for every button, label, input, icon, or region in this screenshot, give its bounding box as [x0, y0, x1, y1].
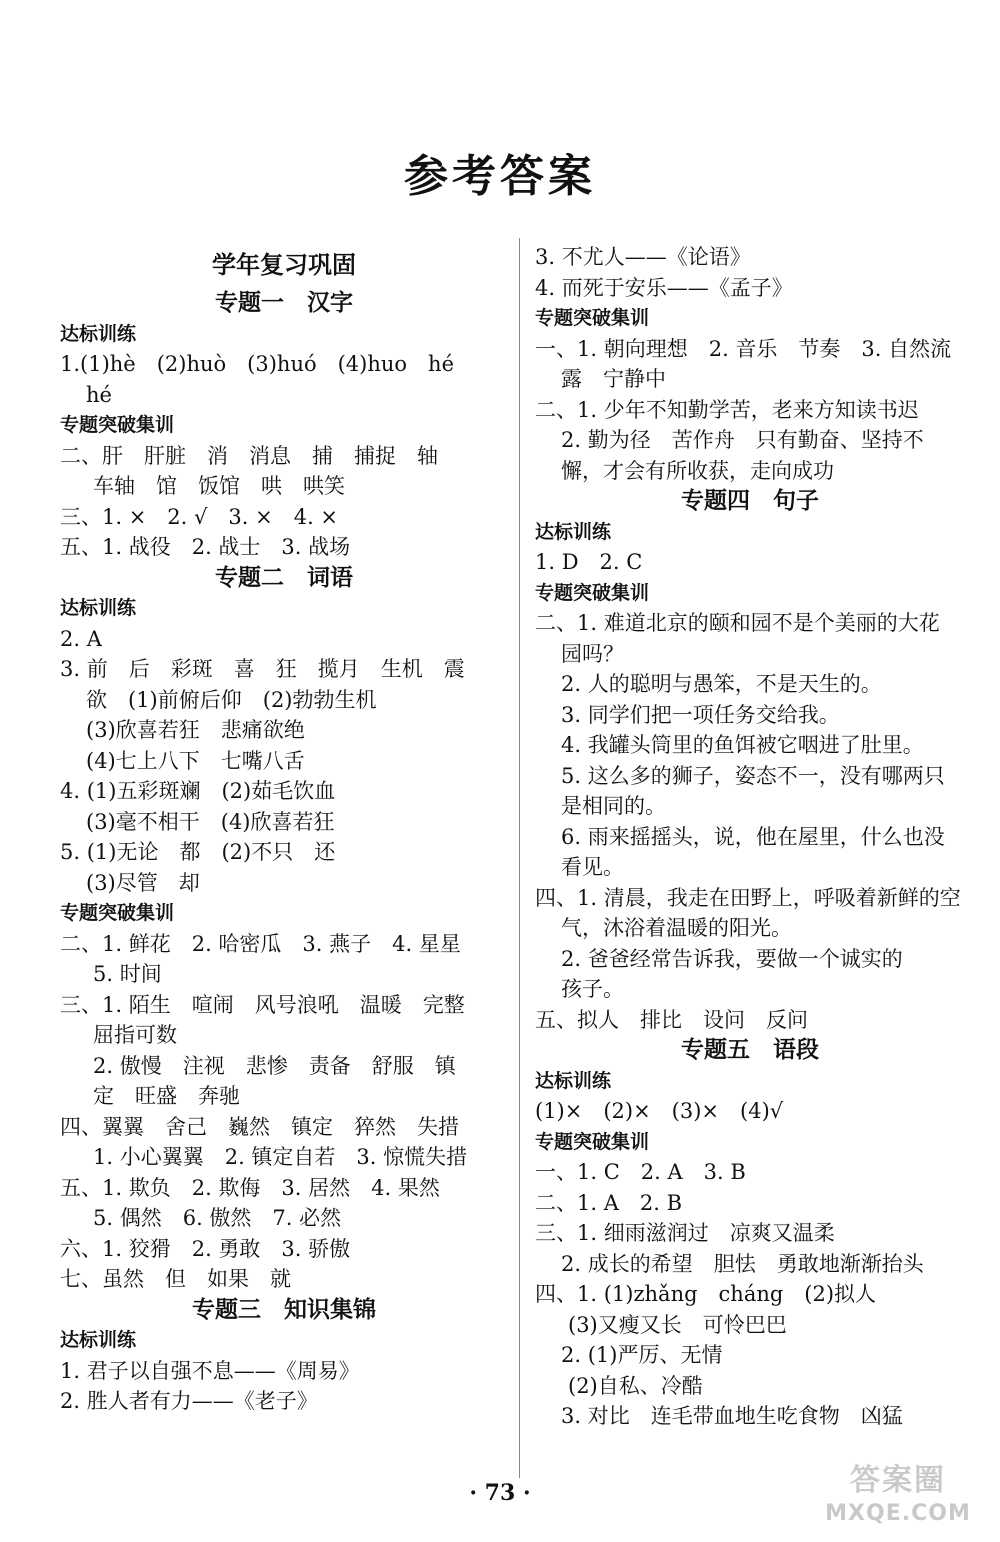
answer-line: 2. 勤为径 苦作舟 只有勤奋、坚持不 — [561, 428, 924, 452]
answer-line: (3)毫不相干 (4)欣喜若狂 — [86, 809, 335, 834]
subsection-heading: 达标训练 — [60, 597, 137, 619]
answer-line: 是相同的。 — [561, 794, 666, 818]
answer-line: 二、1. 难道北京的颐和园不是个美丽的大花 — [535, 611, 940, 635]
topic-title: 专题四 句子 — [681, 488, 819, 514]
answer-line: 看见。 — [561, 855, 624, 879]
subsection-heading: 专题突破集训 — [60, 902, 175, 924]
answer-line: (3)尽管 却 — [86, 870, 200, 895]
answer-line: 五、1. 欺负 2. 欺侮 3. 居然 4. 果然 — [60, 1175, 440, 1200]
topic-title: 专题五 语段 — [681, 1037, 819, 1063]
answer-line: 4. (1)五彩斑斓 (2)茹毛饮血 — [60, 779, 336, 803]
answer-line: 四、翼翼 舍己 巍然 镇定 猝然 失措 — [60, 1114, 459, 1139]
answer-line: 5. (1)无论 都 (2)不只 还 — [60, 840, 336, 864]
answer-line: 5. 时间 — [93, 962, 162, 986]
answer-line: 二、肝 肝脏 消 消息 捕 捕捉 轴 — [60, 443, 438, 468]
answer-line: 五、拟人 排比 设问 反问 — [535, 1007, 808, 1032]
answer-line: 气，沐浴着温暖的阳光。 — [561, 916, 792, 940]
subsection-heading: 达标训练 — [535, 520, 612, 543]
answer-line: 园吗？ — [561, 641, 624, 666]
answer-line: 三、1. × 2. √ 3. × 4. × — [60, 504, 339, 529]
answer-line: 2. A — [60, 626, 102, 651]
answer-line: 1. D 2. C — [535, 550, 643, 574]
answer-line: 4. 我罐头筒里的鱼饵被它咽进了肚里。 — [561, 733, 924, 757]
answer-line: 3. 前 后 彩斑 喜 狂 揽月 生机 震 — [60, 657, 465, 681]
answer-line: 二、1. A 2. B — [535, 1190, 683, 1215]
answer-line: 1. 君子以自强不息——《周易》 — [60, 1358, 360, 1383]
subsection-heading: 专题突破集训 — [535, 1130, 650, 1153]
answer-line: 3. 同学们把一项任务交给我。 — [561, 702, 840, 727]
answer-line: 5. 偶然 6. 傲然 7. 必然 — [93, 1206, 342, 1230]
answer-line: 一、1. 朝向理想 2. 音乐 节奏 3. 自然流 — [535, 336, 952, 361]
answer-line: 6. 雨来摇摇头，说，他在屋里，什么也没 — [561, 824, 945, 849]
answer-line: 4. 而死于安乐——《孟子》 — [535, 275, 793, 300]
answer-line: 三、1. 细雨滋润过 凉爽又温柔 — [535, 1221, 835, 1245]
answer-line: 2. 胜人者有力——《老子》 — [60, 1389, 318, 1413]
answer-line: 懈，才会有所收获，走向成功 — [561, 458, 834, 483]
answer-line: (3)欣喜若狂 悲痛欲绝 — [86, 718, 305, 742]
answer-line: 定 旺盛 奔驰 — [93, 1084, 240, 1108]
answer-line: 2. 成长的希望 胆怯 勇敢地渐渐抬头 — [561, 1251, 924, 1276]
answer-line: (4)七上八下 七嘴八舌 — [86, 748, 305, 773]
right-column — [535, 242, 965, 1432]
answer-line: 七、虽然 但 如果 就 — [60, 1267, 291, 1291]
column-divider — [519, 238, 520, 1478]
subsection-heading: 达标训练 — [535, 1069, 612, 1092]
page-title: 参考答案 — [404, 151, 596, 202]
answer-line: hé — [86, 382, 112, 407]
answer-line: 3. 不尤人——《论语》 — [535, 245, 751, 269]
watermark-url: MXQE.COM — [825, 1501, 971, 1526]
answer-line: 屈指可数 — [93, 1023, 177, 1047]
watermark-text: 答案圈 — [850, 1463, 946, 1498]
watermark-logo — [808, 1462, 988, 1534]
subsection-heading: 达标训练 — [60, 322, 137, 345]
section-title: 学年复习巩固 — [212, 251, 356, 279]
subsection-heading: 达标训练 — [60, 1329, 137, 1351]
answer-line: 5. 这么多的狮子，姿态不一，没有哪两只 — [561, 763, 945, 788]
answer-line: 欲 (1)前俯后仰 (2)勃勃生机 — [86, 687, 377, 712]
answer-line: 四、1. (1)zhǎng cháng (2)拟人 — [535, 1282, 877, 1306]
answer-line: 二、1. 少年不知勤学苦，老来方知读书迟 — [535, 397, 919, 422]
answer-line: 三、1. 陌生 喧闹 风号浪吼 温暖 完整 — [60, 992, 465, 1017]
topic-title: 专题二 词语 — [215, 564, 353, 591]
answer-line: 2. 爸爸经常告诉我，要做一个诚实的 — [561, 946, 903, 971]
answer-line: 六、1. 狡猾 2. 勇敢 3. 骄傲 — [60, 1236, 351, 1261]
subsection-heading: 专题突破集训 — [535, 307, 650, 329]
answer-line: 2. 傲慢 注视 悲惨 责备 舒服 镇 — [93, 1053, 456, 1078]
answer-line: 1. 小心翼翼 2. 镇定自若 3. 惊慌失措 — [93, 1145, 468, 1169]
answer-line: 一、1. C 2. A 3. B — [535, 1160, 746, 1184]
subsection-heading: 专题突破集训 — [535, 581, 650, 604]
subsection-heading: 专题突破集训 — [60, 414, 175, 436]
answer-line: (2)自私、冷酷 — [568, 1373, 703, 1398]
answer-line: 四、1. 清晨，我走在田野上，呼吸着新鲜的空 — [535, 885, 961, 910]
answer-line: 2. (1)严厉、无情 — [561, 1343, 723, 1367]
topic-title: 专题三 知识集锦 — [192, 1296, 376, 1323]
answer-line: (1)× (2)× (3)× (4)√ — [535, 1099, 784, 1123]
topic-title: 专题一 汉字 — [215, 290, 353, 316]
answer-line: 露 宁静中 — [561, 367, 666, 391]
answer-line: 五、1. 战役 2. 战士 3. 战场 — [60, 535, 351, 559]
answer-line: (3)又瘦又长 可怜巴巴 — [568, 1312, 787, 1337]
answer-line: 二、1. 鲜花 2. 哈密瓜 3. 燕子 4. 星星 — [60, 931, 461, 956]
left-column — [60, 242, 508, 1417]
answer-line: 1.(1)hè (2)huò (3)huó (4)huo hé — [60, 352, 455, 376]
page-number: · 73 · — [469, 1480, 531, 1506]
answer-line: 车轴 馆 饭馆 哄 哄笑 — [93, 474, 345, 498]
answer-line: 2. 人的聪明与愚笨，不是天生的。 — [561, 672, 882, 696]
answer-line: 3. 对比 连毛带血地生吃食物 凶猛 — [561, 1404, 903, 1428]
answer-line: 孩子。 — [561, 977, 624, 1001]
